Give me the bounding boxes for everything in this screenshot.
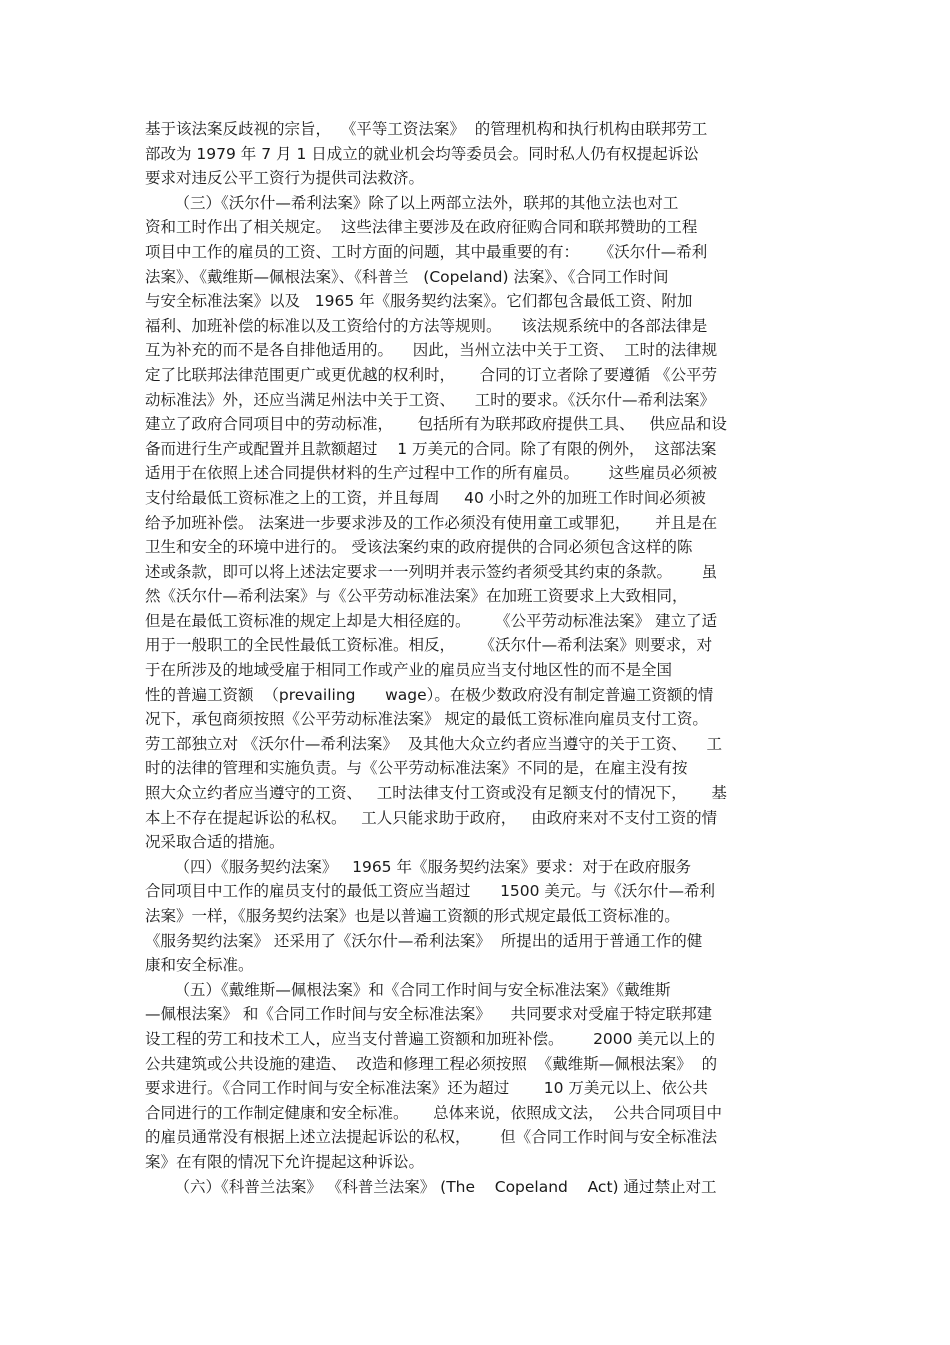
text-line: 用于一般职工的全民性最低工资标准。相反， 《沃尔什—希利法案》则要求，对 <box>145 636 713 655</box>
text-line: 况下，承包商须按照《公平劳动标准法案》 规定的最低工资标准向雇员支付工资。 <box>145 710 708 729</box>
text-line: 动标准法》外，还应当满足州法中关于工资、 工时的要求。《沃尔什—希利法案》 <box>145 390 715 409</box>
text-line: （四）《服务契约法案》 1965 年《服务契约法案》要求：对于在政府服务 <box>145 857 691 876</box>
body-text <box>145 117 810 1199</box>
text-line: 定了比联邦法律范围更广或更优越的权利时， 合同的订立者除了要遵循 《公平劳 <box>145 365 718 384</box>
text-line: 互为补充的而不是各自排他适用的。 因此，当州立法中关于工资、 工时的法律规 <box>145 341 718 360</box>
text-line: 康和安全标准。 <box>145 956 254 975</box>
text-line: 况采取合适的措施。 <box>145 833 285 852</box>
text-line: 合同进行的工作制定健康和安全标准。 总体来说，依照成文法， 公共合同项目中 <box>145 1103 722 1122</box>
text-line: 资和工时作出了相关规定。 这些法律主要涉及在政府征购合同和联邦赞助的工程 <box>145 218 698 237</box>
text-line: 项目中工作的雇员的工资、工时方面的问题，其中最重要的有： 《沃尔什—希利 <box>145 242 708 261</box>
text-line: 述或条款，即可以将上述法定要求一一列明并表示签约者须受其约束的条款。 虽 <box>145 562 718 581</box>
text-line: （三）《沃尔什—希利法案》除了以上两部立法外，联邦的其他立法也对工 <box>145 193 679 212</box>
text-line: 支付给最低工资标准之上的工资，并且每周 40 小时之外的加班工作时间必须被 <box>145 488 706 507</box>
text-line: 然《沃尔什—希利法案》与《公平劳动标准法案》在加班工资要求上大致相同， <box>145 587 688 606</box>
text-line: 照大众立约者应当遵守的工资、 工时法律支付工资或没有足额支付的情况下， 基 <box>145 784 727 803</box>
text-line: 劳工部独立对 《沃尔什—希利法案》 及其他大众立约者应当遵守的关于工资、 工 <box>145 734 722 753</box>
text-line: 本上不存在提起诉讼的私权。 工人只能求助于政府， 由政府来对不支付工资的情 <box>145 808 718 827</box>
text-line: 建立了政府合同项目中的劳动标准， 包括所有为联邦政府提供工具、 供应品和设 <box>145 415 727 434</box>
text-line: 部改为 1979 年 7 月 1 日成立的就业机会均等委员会。同时私人仍有权提起诉讼 <box>145 144 699 163</box>
text-line: 基于该法案反歧视的宗旨， 《平等工资法案》 的管理机构和执行机构由联邦劳工 <box>145 120 708 138</box>
text-line: 与安全标准法案》以及 1965 年《服务契约法案》。它们都包含最低工资、附加 <box>145 292 693 311</box>
text-line: 公共建筑或公共设施的建造、 改造和修理工程必须按照 《戴维斯—佩根法案》 的 <box>145 1054 718 1073</box>
text-line: 法案》一样，《服务契约法案》也是以普遍工资额的形式规定最低工资标准的。 <box>145 907 680 925</box>
text-line: —佩根法案》 和《合同工作时间与安全标准法案》 共同要求对受雇于特定联邦建 <box>145 1005 713 1024</box>
text-line: 备而进行生产或配置并且款额超过 1 万美元的合同。除了有限的例外， 这部法案 <box>145 439 717 458</box>
text-line: 《服务契约法案》 还采用了《沃尔什—希利法案》 所提出的适用于普通工作的健 <box>145 931 703 950</box>
text-line: 的雇员通常没有根据上述立法提起诉讼的私权， 但《合同工作时间与安全标准法 <box>145 1128 718 1147</box>
text-line: 合同项目中工作的雇员支付的最低工资应当超过 1500 美元。与《沃尔什—希利 <box>145 882 715 901</box>
text-line: 时的法律的管理和实施负责。与《公平劳动标准法案》不同的是，在雇主没有按 <box>145 759 688 778</box>
text-line: 卫生和安全的环境中进行的。 受该法案约束的政府提供的合同必须包含这样的陈 <box>145 538 693 557</box>
text-line: 适用于在依照上述合同提供材料的生产过程中工作的所有雇员。 这些雇员必须被 <box>145 464 718 483</box>
text-line: 设工程的劳工和技术工人，应当支付普遍工资额和加班补偿。 2000 美元以上的 <box>145 1029 715 1048</box>
text-line: 福利、加班补偿的标准以及工资给付的方法等规则。 该法规系统中的各部法律是 <box>145 316 708 335</box>
text-line: 但是在最低工资标准的规定上却是大相径庭的。 《公平劳动标准法案》 建立了适 <box>145 611 718 630</box>
text-line: （六）《科普兰法案》 《科普兰法案》 (The Copeland Act) 通过禁止对工 <box>145 1177 717 1196</box>
text-line: 要求对违反公平工资行为提供司法救济。 <box>145 169 425 188</box>
text-line: 性的普遍工资额 （prevailing wage）。在极少数政府没有制定普遍工资额的情 <box>145 685 714 704</box>
text-line: 于在所涉及的地域受雇于相同工作或产业的雇员应当支付地区性的而不是全国 <box>145 661 673 680</box>
text-line: 案》在有限的情况下允许提起这种诉讼。 <box>145 1152 425 1171</box>
text-line: 要求进行。《合同工作时间与安全标准法案》还为超过 10 万美元以上、依公共 <box>145 1079 708 1098</box>
text-line: 给予加班补偿。 法案进一步要求涉及的工作必须没有使用童工或罪犯， 并且是在 <box>145 513 718 532</box>
text-line: （五）《戴维斯—佩根法案》和《合同工作时间与安全标准法案》《戴维斯 <box>145 980 671 999</box>
text-line: 法案》、《戴维斯—佩根法案》、《科普兰 (Copeland) 法案》、《合同工作时间 <box>145 267 669 286</box>
